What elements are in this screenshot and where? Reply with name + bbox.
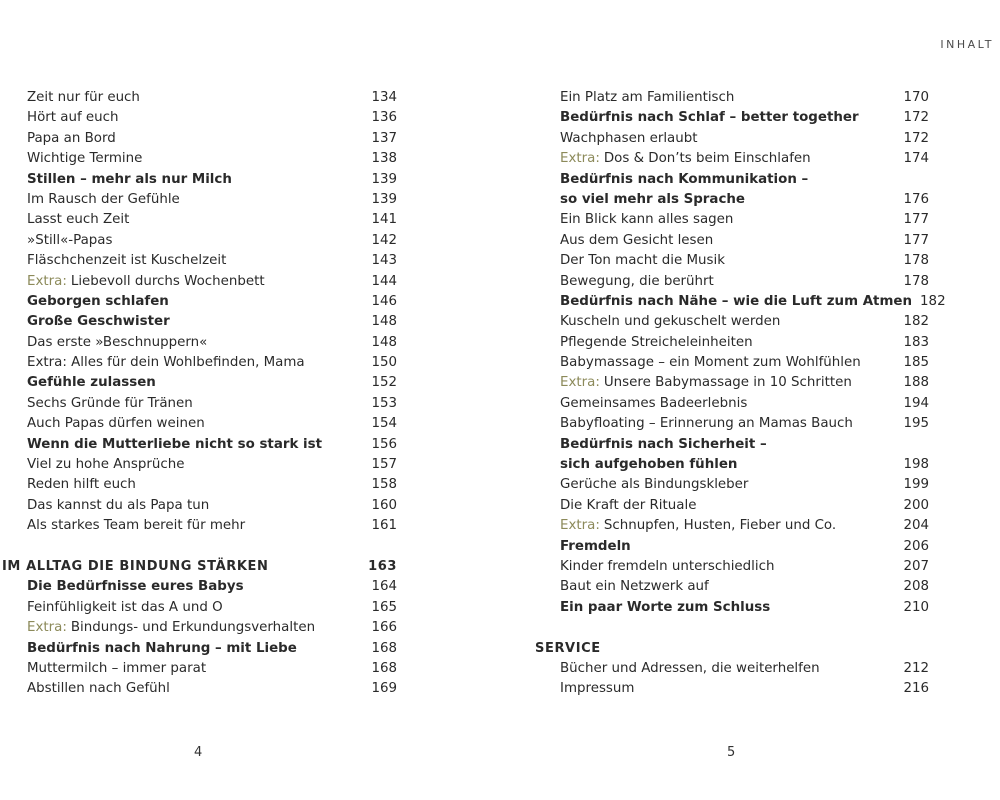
toc-entry-page: 200 bbox=[903, 497, 929, 513]
toc-entry-page: 206 bbox=[903, 538, 929, 554]
toc-entry-text: Impressum bbox=[560, 681, 635, 697]
toc-entry bbox=[533, 557, 929, 577]
toc-entry bbox=[533, 373, 929, 393]
toc-entry-title bbox=[560, 475, 748, 495]
toc-entry-page: 182 bbox=[903, 314, 929, 330]
toc-entry-title bbox=[27, 353, 305, 373]
toc-entry-title bbox=[560, 414, 853, 434]
toc-entry-page: 143 bbox=[371, 253, 397, 269]
toc-entry-page: 198 bbox=[903, 457, 929, 473]
toc-entry bbox=[533, 353, 929, 373]
toc-entry-title bbox=[27, 435, 322, 455]
toc-entry-text: Babymassage – ein Moment zum Wohlfühlen bbox=[560, 355, 861, 371]
toc-entry-text: Wichtige Termine bbox=[27, 151, 143, 167]
toc-entry bbox=[533, 312, 929, 332]
toc-entry-title bbox=[560, 537, 631, 557]
toc-entry bbox=[0, 292, 397, 312]
toc-entry-text: Sechs Gründe für Tränen bbox=[27, 395, 193, 411]
toc-entry bbox=[0, 210, 397, 230]
running-header: INHALT bbox=[940, 38, 994, 51]
toc-entry-title bbox=[560, 659, 820, 679]
toc-entry-page: 216 bbox=[903, 681, 929, 697]
toc-entry-title bbox=[560, 455, 737, 475]
toc-entry-title bbox=[27, 516, 245, 536]
toc-entry bbox=[0, 312, 397, 332]
toc-entry-text: Stillen – mehr als nur Milch bbox=[27, 171, 232, 187]
toc-entry-text: Papa an Bord bbox=[27, 130, 116, 146]
toc-entry-title bbox=[27, 394, 193, 414]
toc-entry-title bbox=[27, 170, 232, 190]
toc-entry-page: 141 bbox=[371, 212, 397, 228]
toc-entry bbox=[0, 577, 397, 597]
toc-entry-title bbox=[560, 108, 859, 128]
toc-entry-title bbox=[560, 353, 861, 373]
toc-entry bbox=[533, 516, 929, 536]
toc-entry bbox=[533, 333, 929, 353]
toc-entry-page: 169 bbox=[371, 681, 397, 697]
toc-entry bbox=[0, 679, 397, 699]
extra-prefix: Extra: bbox=[27, 620, 67, 636]
toc-entry-title bbox=[27, 251, 226, 271]
toc-entry-page: 158 bbox=[371, 477, 397, 493]
toc-entry-page: 138 bbox=[371, 151, 397, 167]
toc-entry-page: 164 bbox=[371, 579, 397, 595]
toc-entry-title bbox=[2, 557, 269, 577]
toc-entry-title bbox=[560, 679, 634, 699]
toc-entry-title bbox=[27, 414, 205, 434]
toc-entry-text: Hört auf euch bbox=[27, 110, 119, 126]
toc-entry bbox=[0, 333, 397, 353]
toc-entry-title bbox=[560, 231, 713, 251]
toc-entry-text: Gefühle zulassen bbox=[27, 375, 156, 391]
toc-entry bbox=[0, 496, 397, 516]
toc-entry-title bbox=[560, 88, 734, 108]
toc-entry-page: 152 bbox=[371, 375, 397, 391]
toc-entry bbox=[533, 272, 929, 292]
toc-entry-text: Bedürfnis nach Sicherheit – bbox=[560, 436, 767, 452]
toc-entry bbox=[0, 414, 397, 434]
toc-entry-text: Kinder fremdeln unterschiedlich bbox=[560, 558, 775, 574]
toc-entry-page: 170 bbox=[903, 90, 929, 105]
toc-entry-page: 208 bbox=[903, 579, 929, 595]
toc-entry bbox=[0, 88, 397, 108]
toc-entry bbox=[0, 170, 397, 190]
toc-entry-title bbox=[560, 435, 767, 455]
toc-entry-title bbox=[560, 496, 696, 516]
toc-entry bbox=[533, 496, 929, 516]
toc-entry-text: Liebevoll durchs Wochenbett bbox=[70, 273, 265, 289]
toc-entry-text: Extra: Alles für dein Wohlbefinden, Mama bbox=[27, 355, 305, 371]
toc-entry-title bbox=[27, 659, 206, 679]
toc-entry bbox=[533, 639, 929, 659]
toc-entry-page: 168 bbox=[371, 660, 397, 676]
toc-entry bbox=[533, 394, 929, 414]
toc-entry-page: 160 bbox=[371, 497, 397, 513]
toc-entry-title bbox=[560, 149, 811, 169]
extra-prefix: Extra: bbox=[560, 375, 600, 391]
toc-entry-title bbox=[27, 577, 244, 597]
toc-entry-title bbox=[27, 129, 116, 149]
toc-entry-title bbox=[27, 190, 180, 210]
toc-entry-page: 142 bbox=[371, 232, 397, 248]
toc-entry bbox=[533, 170, 929, 190]
extra-prefix: Extra: bbox=[27, 273, 67, 289]
toc-entry bbox=[0, 108, 397, 128]
toc-entry-page: 161 bbox=[371, 518, 397, 534]
toc-entry-text: so viel mehr als Sprache bbox=[560, 191, 745, 207]
toc-entry-text: Kuscheln und gekuschelt werden bbox=[560, 314, 781, 330]
toc-entry bbox=[533, 292, 946, 312]
toc-entry-text: Gemeinsames Badeerlebnis bbox=[560, 395, 748, 411]
toc-entry-page: 177 bbox=[903, 212, 929, 228]
toc-entry-page: 154 bbox=[371, 416, 397, 432]
toc-entry-page: 195 bbox=[903, 416, 929, 432]
toc-entry-title bbox=[560, 129, 698, 149]
toc-entry-text: Viel zu hohe Ansprüche bbox=[27, 457, 185, 473]
toc-entry bbox=[533, 190, 929, 210]
toc-entry-title bbox=[560, 312, 780, 332]
toc-entry-title bbox=[27, 149, 142, 169]
toc-entry-title bbox=[27, 292, 169, 312]
toc-entry-title bbox=[560, 292, 912, 312]
toc-entry-page: 183 bbox=[903, 334, 929, 350]
toc-entry-text: Reden hilft euch bbox=[27, 477, 136, 493]
toc-entry-text: Feinfühligkeit ist das A und O bbox=[27, 599, 223, 615]
toc-entry-text: Schnupfen, Husten, Fieber und Co. bbox=[603, 518, 837, 534]
toc-entry-page: 146 bbox=[371, 293, 397, 309]
toc-entry-page: 172 bbox=[903, 130, 929, 146]
toc-entry-page: 166 bbox=[371, 620, 397, 636]
toc-entry-page: 163 bbox=[368, 558, 397, 574]
toc-entry bbox=[533, 659, 929, 679]
toc-entry-text: Gerüche als Bindungskleber bbox=[560, 477, 749, 493]
toc-entry-text: Fremdeln bbox=[560, 538, 631, 554]
toc-entry bbox=[533, 210, 929, 230]
toc-entry bbox=[533, 231, 929, 251]
toc-entry-title bbox=[27, 333, 207, 353]
toc-entry-text: Muttermilch – immer parat bbox=[27, 660, 207, 676]
toc-entry-text: IM ALLTAG DIE BINDUNG STÄRKEN bbox=[2, 558, 269, 574]
toc-entry bbox=[533, 88, 929, 108]
toc-entry-text: Im Rausch der Gefühle bbox=[27, 191, 180, 207]
toc-entry-text: SERVICE bbox=[535, 640, 601, 656]
toc-entry bbox=[0, 598, 397, 618]
toc-entry-text: Die Bedürfnisse eures Babys bbox=[27, 579, 244, 595]
toc-entry bbox=[0, 231, 397, 251]
toc-entry bbox=[0, 618, 397, 638]
toc-right-column bbox=[533, 88, 946, 700]
toc-entry-title bbox=[560, 557, 774, 577]
toc-entry-title bbox=[27, 639, 297, 659]
toc-entry bbox=[533, 129, 929, 149]
extra-prefix: Extra: bbox=[560, 518, 600, 534]
toc-entry bbox=[533, 537, 929, 557]
toc-entry-text: Babyfloating – Erinnerung an Mamas Bauch bbox=[560, 416, 853, 432]
toc-entry-title bbox=[27, 312, 170, 332]
toc-entry-page: 210 bbox=[903, 599, 929, 615]
toc-entry bbox=[0, 190, 397, 210]
toc-entry-text: Aus dem Gesicht lesen bbox=[560, 232, 714, 248]
toc-entry-title bbox=[27, 272, 265, 292]
toc-entry-page: 177 bbox=[903, 232, 929, 248]
toc-entry-page: 212 bbox=[903, 660, 929, 676]
toc-entry-title bbox=[560, 394, 747, 414]
toc-entry-page: 144 bbox=[371, 273, 397, 289]
toc-entry bbox=[0, 557, 397, 577]
toc-entry-title bbox=[560, 516, 836, 536]
toc-entry-page: 178 bbox=[903, 253, 929, 269]
toc-entry-text: sich aufgehoben fühlen bbox=[560, 457, 738, 473]
toc-entry-text: Ein Platz am Familientisch bbox=[560, 90, 735, 105]
toc-entry-page: 134 bbox=[371, 90, 397, 105]
toc-entry-text: Bücher und Adressen, die weiterhelfen bbox=[560, 660, 820, 676]
toc-entry-page: 137 bbox=[371, 130, 397, 146]
toc-entry-title bbox=[27, 496, 209, 516]
toc-entry-text: Geborgen schlafen bbox=[27, 293, 169, 309]
toc-entry-page: 204 bbox=[903, 518, 929, 534]
toc-entry-title bbox=[27, 475, 136, 495]
toc-entry-text: Ein Blick kann alles sagen bbox=[560, 212, 734, 228]
toc-entry-text: Das kannst du als Papa tun bbox=[27, 497, 210, 513]
toc-entry-title bbox=[27, 231, 113, 251]
toc-entry-title bbox=[27, 598, 223, 618]
toc-entry-text: Der Ton macht die Musik bbox=[560, 253, 725, 269]
toc-entry-page: 153 bbox=[371, 395, 397, 411]
toc-entry-title bbox=[27, 455, 184, 475]
toc-entry bbox=[533, 577, 929, 597]
toc-entry-text: Bewegung, die berührt bbox=[560, 273, 714, 289]
toc-entry bbox=[533, 435, 929, 455]
toc-entry-page: 174 bbox=[903, 151, 929, 167]
toc-entry-page: 178 bbox=[903, 273, 929, 289]
toc-entry-title bbox=[560, 598, 770, 618]
toc-entry-title bbox=[27, 88, 140, 108]
toc-entry-title bbox=[27, 210, 129, 230]
toc-entry-text: Bedürfnis nach Nahrung – mit Liebe bbox=[27, 640, 297, 656]
toc-entry-text: Bedürfnis nach Schlaf – better together bbox=[560, 110, 859, 126]
toc-entry-text: Als starkes Team bereit für mehr bbox=[27, 518, 246, 534]
toc-entry-title bbox=[560, 333, 753, 353]
toc-entry bbox=[0, 516, 397, 536]
toc-entry-title bbox=[535, 639, 601, 659]
toc-entry bbox=[533, 414, 929, 434]
toc-entry bbox=[533, 251, 929, 271]
toc-entry-page: 172 bbox=[903, 110, 929, 126]
toc-entry-text: Abstillen nach Gefühl bbox=[27, 681, 170, 697]
toc-entry-title bbox=[27, 679, 170, 699]
toc-left-column bbox=[0, 88, 397, 700]
toc-entry-page: 139 bbox=[371, 191, 397, 207]
toc-entry bbox=[0, 353, 397, 373]
toc-entry-text: Große Geschwister bbox=[27, 314, 170, 330]
toc-entry-text: Bindungs- und Erkundungsverhalten bbox=[70, 620, 316, 636]
toc-entry-text: Wenn die Mutterliebe nicht so stark ist bbox=[27, 436, 322, 452]
toc-entry bbox=[533, 108, 929, 128]
toc-entry bbox=[533, 455, 929, 475]
toc-entry-text: Lasst euch Zeit bbox=[27, 212, 130, 228]
toc-entry-page: 185 bbox=[903, 355, 929, 371]
toc-entry bbox=[533, 598, 929, 618]
toc-entry-page: 148 bbox=[371, 334, 397, 350]
toc-entry bbox=[0, 475, 397, 495]
toc-entry-title bbox=[27, 108, 119, 128]
extra-prefix: Extra: bbox=[560, 151, 600, 167]
toc-entry-page: 157 bbox=[371, 457, 397, 473]
page-number-right: 5 bbox=[727, 745, 736, 760]
toc-entry-page: 136 bbox=[371, 110, 397, 126]
toc-entry-text: Pflegende Streicheleinheiten bbox=[560, 334, 753, 350]
toc-entry-page: 150 bbox=[371, 355, 397, 371]
toc-entry-text: Bedürfnis nach Nähe – wie die Luft zum Atmen bbox=[560, 293, 913, 309]
toc-entry-text: Dos & Don’ts beim Einschlafen bbox=[603, 151, 811, 167]
toc-entry-title bbox=[560, 272, 714, 292]
toc-entry-text: Die Kraft der Rituale bbox=[560, 497, 697, 513]
toc-entry-text: »Still«-Papas bbox=[27, 232, 113, 248]
toc-entry-text: Ein paar Worte zum Schluss bbox=[560, 599, 771, 615]
toc-entry-title bbox=[560, 170, 808, 190]
toc-entry-page: 168 bbox=[371, 640, 397, 656]
toc-entry bbox=[0, 435, 397, 455]
toc-entry-text: Auch Papas dürfen weinen bbox=[27, 416, 205, 432]
toc-entry-page: 194 bbox=[903, 395, 929, 411]
toc-entry-page: 182 bbox=[920, 293, 946, 309]
toc-entry-text: Zeit nur für euch bbox=[27, 90, 140, 105]
toc-entry bbox=[0, 659, 397, 679]
toc-entry bbox=[0, 149, 397, 169]
toc-entry-text: Das erste »Beschnuppern« bbox=[27, 334, 208, 350]
toc-entry-title bbox=[560, 210, 733, 230]
toc-entry bbox=[0, 455, 397, 475]
toc-entry bbox=[0, 373, 397, 393]
toc-entry-text: Baut ein Netzwerk auf bbox=[560, 579, 709, 595]
toc-entry bbox=[0, 394, 397, 414]
toc-entry-title bbox=[560, 373, 852, 393]
toc-entry-text: Bedürfnis nach Kommunikation – bbox=[560, 171, 809, 187]
toc-entry-page: 165 bbox=[371, 599, 397, 615]
toc-entry-page: 176 bbox=[903, 191, 929, 207]
toc-entry-title bbox=[27, 618, 315, 638]
toc-entry-text: Fläschchenzeit ist Kuschelzeit bbox=[27, 253, 227, 269]
toc-entry-title bbox=[27, 373, 156, 393]
toc-entry-title bbox=[560, 190, 745, 210]
toc-entry-page: 199 bbox=[903, 477, 929, 493]
toc-entry bbox=[0, 272, 397, 292]
toc-entry bbox=[0, 251, 397, 271]
toc-entry-page: 188 bbox=[903, 375, 929, 391]
toc-entry-title bbox=[560, 251, 725, 271]
toc-entry-text: Wachphasen erlaubt bbox=[560, 130, 698, 146]
toc-entry-page: 207 bbox=[903, 558, 929, 574]
toc-entry-title bbox=[560, 577, 709, 597]
toc-entry-page: 156 bbox=[371, 436, 397, 452]
toc-entry-text: Unsere Babymassage in 10 Schritten bbox=[603, 375, 852, 391]
toc-entry bbox=[533, 149, 929, 169]
toc-entry bbox=[533, 679, 929, 699]
toc-entry bbox=[533, 475, 929, 495]
toc-entry bbox=[0, 129, 397, 149]
toc-entry-page: 148 bbox=[371, 314, 397, 330]
toc-entry bbox=[0, 639, 397, 659]
toc-entry-page: 139 bbox=[371, 171, 397, 187]
page-number-left: 4 bbox=[194, 745, 203, 760]
